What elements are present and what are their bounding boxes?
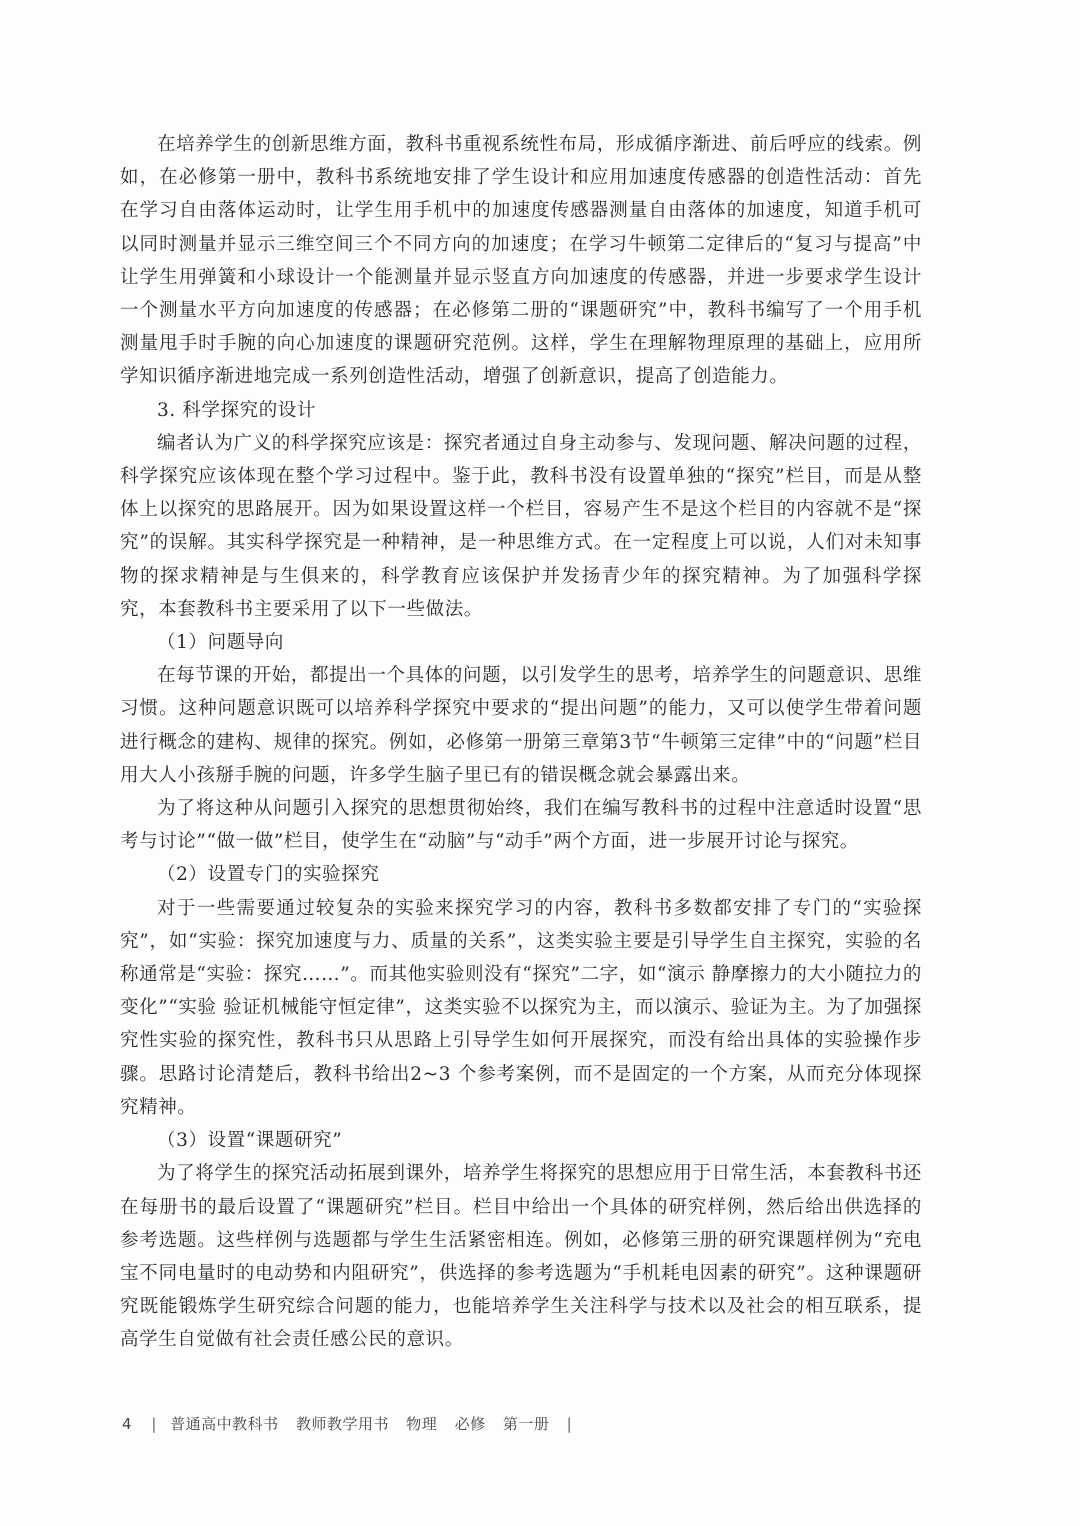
footer-end-separator: | [566,1415,573,1433]
page-number: 4 [122,1415,133,1433]
paragraph-problem-oriented: 在每节课的开始，都提出一个具体的问题，以引发学生的思考，培养学生的问题意识、思维习惯。这种问题意识既可以培养科学探究中要求的“提出问题”的能力，又可以使学生带着问题进行概念的建构、规律的探究。例如，必修第一册第三章第3节“牛顿第三定律”中的“问题”栏目用大人小孩掰手腕的问题，许多学生脑子里已有的错误概念就会暴露出来。 [120,665,922,786]
section-heading-inquiry: 3. 科学探究的设计 [157,399,317,421]
subheading-problem-oriented: （1）问题导向 [157,632,284,654]
paragraph-experiment-inquiry: 对于一些需要通过较复杂的实验来探究学习的内容，教科书多数都安排了专门的“实验探究”，如“实验：探究加速度与力、质量的关系”，这类实验主要是引导学生自主探究，实验的名称通常是“实验：探究……”。而其他实验则没有“探究”二字，如“演示 静摩擦力的大小随拉力的变化”“实验 验证机械能守恒定律”，这类实验不以探究为主，而以演示、验证为主。为了加强探究性实验的探究性，教科书只从思路上引导学生如何开展探究，而没有给出具体的实验操作步骤。思路讨论清楚后，教科书给出2~3 个参考案例，而不是固定的一个方案，从而充分体现探究精神。 [120,897,922,1118]
footer-separator: | [151,1415,157,1433]
paragraph-research-project: 为了将学生的探究活动拓展到课外，培养学生将探究的思想应用于日常生活，本套教科书还在每册书的最后设置了“课题研究”栏目。栏目中给出一个具体的研究样例，然后给出供选择的参考选题。这些样例与选题都与学生生活紧密相连。例如，必修第三册的研究课题样例为“充电宝不同电量时的电动势和内阻研究”，供选择的参考选题为“手机耗电因素的研究”。这种课题研究既能锻炼学生研究综合问题的能力，也能培养学生关注科学与技术以及社会的相互联系，提高学生自觉做有社会责任感公民的意识。 [120,1163,922,1351]
body-text [120,128,922,1357]
paragraph-think-discuss: 为了将这种从问题引入探究的思想贯彻始终，我们在编写教科书的过程中注意适时设置“思考与讨论”“做一做”栏目，使学生在“动脑”与“动手”两个方面，进一步展开讨论与探究。 [120,798,922,853]
subheading-experiment-inquiry: （2）设置专门的实验探究 [157,864,380,886]
footer-volume: 第一册 [502,1415,550,1433]
page-footer [122,1413,580,1434]
paragraph-innovation: 在培养学生的创新思维方面，教科书重视系统性布局，形成循序渐进、前后呼应的线索。例如，在必修第一册中，教科书系统地安排了学生设计和应用加速度传感器的创造性活动：首先在学习自由落体运动时，让学生用手机中的加速度传感器测量自由落体的加速度，知道手机可以同时测量并显示三维空间三个不同方向的加速度；在学习牛顿第二定律后的“复习与提高”中让学生用弹簧和小球设计一个能测量并显示竖直方向加速度的传感器，并进一步要求学生设计一个测量水平方向加速度的传感器；在必修第二册的“课题研究”中，教科书编写了一个用手机测量甩手时手腕的向心加速度的课题研究范例。这样，学生在理解物理原理的基础上，应用所学知识循序渐进地完成一系列创造性活动，增强了创新意识，提高了创造能力。 [120,134,922,388]
footer-book-type: 教师教学用书 [295,1415,389,1433]
subheading-research-project: （3）设置“课题研究” [157,1130,343,1152]
footer-category: 必修 [454,1415,486,1433]
footer-book-series: 普通高中教科书 [170,1415,279,1433]
footer-subject: 物理 [406,1415,438,1433]
paragraph-inquiry-definition: 编者认为广义的科学探究应该是：探究者通过自身主动参与、发现问题、解决问题的过程，科学探究应该体现在整个学习过程中。鉴于此，教科书没有设置单独的“探究”栏目，而是从整体上以探究的思路展开。因为如果设置这样一个栏目，容易产生不是这个栏目的内容就不是“探究”的误解。其实科学探究是一种精神，是一种思维方式。在一定程度上可以说，人们对未知事物的探求精神是与生俱来的，科学教育应该保护并发扬青少年的探究精神。为了加强科学探究，本套教科书主要采用了以下一些做法。 [120,432,922,620]
